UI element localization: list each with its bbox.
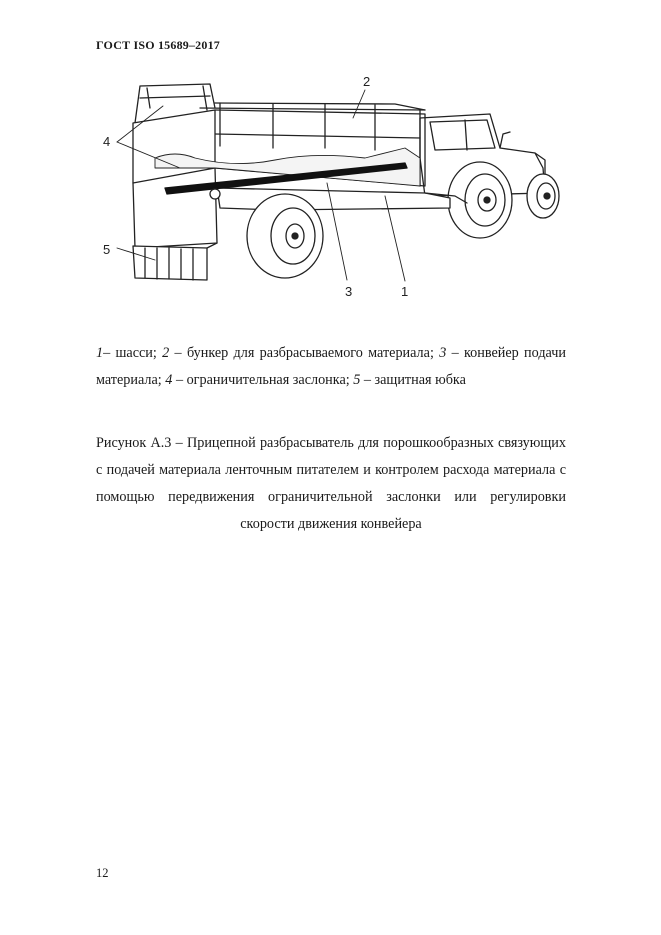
legend-num-3: 3 [439,345,447,361]
page-number: 12 [96,866,109,880]
protective-skirt [133,243,217,280]
legend-num-4: 4 [165,372,173,388]
legend-text-2: – бункер для разбрасываемого материала; [169,345,440,361]
tractor-rear-wheel [448,162,512,238]
trailer-wheel [247,194,323,278]
legend-text-5: – защитная юбка [360,372,466,388]
legend-text-3: – конвейер подачи материала; [96,345,566,388]
legend-num-2: 2 [162,345,170,361]
callout-3: 3 [345,284,353,299]
tractor-front-wheel [527,174,559,218]
document-header: ГОСТ ISO 15689–2017 [96,38,220,52]
trailed-spreader-drawing [95,68,565,308]
legend-num-1: 1 [96,345,104,361]
callout-1: 1 [401,284,409,299]
callout-4: 4 [103,134,111,149]
callout-5: 5 [103,242,111,257]
legend-num-5: 5 [353,372,361,388]
callout-2: 2 [363,74,371,89]
legend-text-1: – шасси; [103,345,163,361]
legend-text-4: – ограничительная заслонка; [172,372,354,388]
figure-caption: Рисунок А.3 – Прицепной разбрасыватель для порошкообразных связующих с подачей материала ленточным питателем и контролем расхода материала с помощью передвижения ограничительной заслонки или регулировки скорости движения конвейера [96,435,566,532]
spreader-figure [95,68,565,308]
figure-legend [96,340,566,394]
